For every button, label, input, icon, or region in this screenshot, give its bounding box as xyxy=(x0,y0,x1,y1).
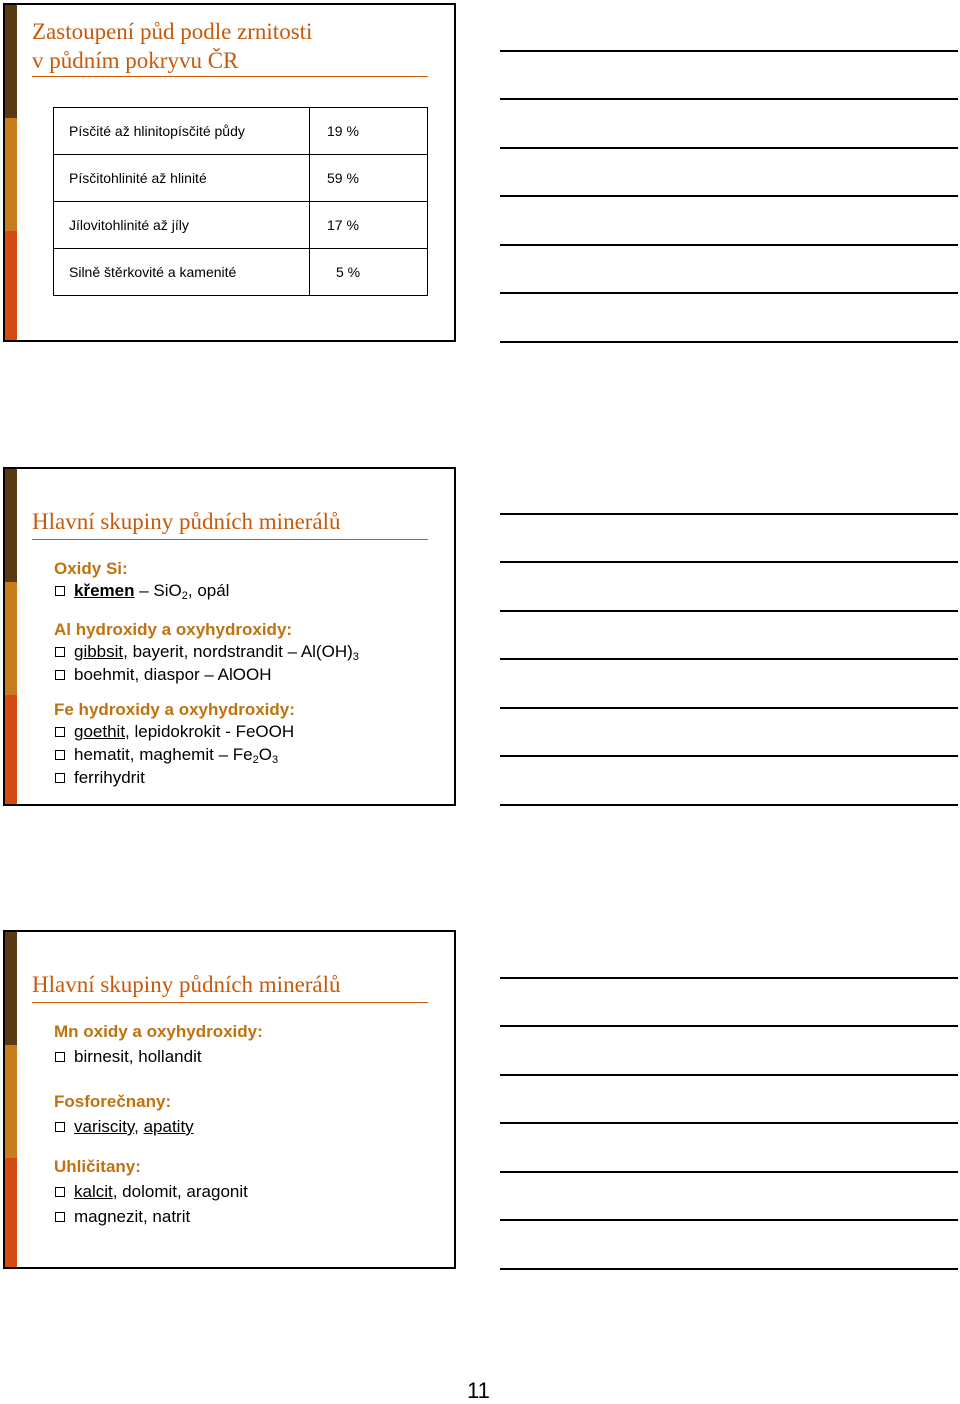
dash: – xyxy=(213,745,233,764)
section-heading: Fosforečnany: xyxy=(54,1092,172,1111)
square-bullet-icon xyxy=(55,586,65,596)
table-cell-label: Písčitohlinité až hlinité xyxy=(54,155,310,202)
title-underline xyxy=(32,1002,428,1003)
note-line xyxy=(500,1219,958,1221)
soil-texture-table xyxy=(53,107,428,296)
square-bullet-icon xyxy=(55,773,65,783)
square-bullet-icon xyxy=(55,1122,65,1132)
mineral-list xyxy=(54,1022,263,1228)
decorative-strip xyxy=(5,469,17,804)
strip-segment-orange xyxy=(5,1045,17,1158)
note-line xyxy=(500,1122,958,1124)
list-item-text xyxy=(74,1180,248,1203)
dash: – xyxy=(139,581,154,600)
strip-segment-red xyxy=(5,695,17,806)
note-line xyxy=(500,1025,958,1027)
table-cell-label: Silně štěrkovité a kamenité xyxy=(54,249,310,296)
mineral-name: gibbsit xyxy=(74,642,124,661)
strip-segment-red xyxy=(5,1158,17,1269)
table-cell-value: 17 % xyxy=(310,202,428,249)
list-item xyxy=(54,640,359,663)
mineral-name: hematit, maghemit xyxy=(74,745,214,764)
formula: O xyxy=(258,745,272,764)
formula: SiO xyxy=(153,581,182,600)
list-item xyxy=(54,743,359,766)
formula-subscript: 3 xyxy=(271,754,279,766)
list-item xyxy=(54,1115,263,1138)
section-heading: Oxidy Si: xyxy=(54,559,128,578)
mineral-name: goethit xyxy=(74,722,126,741)
note-line xyxy=(500,804,958,806)
square-bullet-icon xyxy=(55,1052,65,1062)
strip-segment-dark xyxy=(5,5,17,118)
square-bullet-icon xyxy=(55,1187,65,1197)
list-item-text xyxy=(74,1115,194,1138)
square-bullet-icon xyxy=(55,670,65,680)
slide-title: Hlavní skupiny půdních minerálů xyxy=(32,509,341,534)
mineral-name: boehmit, diaspor xyxy=(74,665,200,684)
table-cell-value: 59 % xyxy=(310,155,428,202)
decorative-strip xyxy=(5,932,17,1267)
list-item-rest: , dolomit, aragonit xyxy=(112,1182,248,1201)
note-line xyxy=(500,561,958,563)
list-item-text xyxy=(74,743,278,766)
slide-title xyxy=(32,17,428,75)
slide-2 xyxy=(3,467,456,806)
note-line xyxy=(500,292,958,294)
list-item xyxy=(54,663,359,686)
square-bullet-icon xyxy=(55,727,65,737)
note-line xyxy=(500,98,958,100)
list-item xyxy=(54,1205,263,1228)
list-item-rest: , lepidokrokit - FeOOH xyxy=(125,722,295,741)
list-item-text: magnezit, natrit xyxy=(74,1207,191,1226)
formula: Al(OH) xyxy=(300,642,353,661)
list-item xyxy=(54,720,359,743)
strip-segment-orange xyxy=(5,582,17,695)
slide-1 xyxy=(3,3,456,342)
mineral-name: křemen xyxy=(74,581,135,600)
formula-subscript: 3 xyxy=(352,651,359,663)
title-underline xyxy=(32,539,428,540)
table-cell-label: Písčité až hlinitopísčité půdy xyxy=(54,108,310,155)
page-number: 11 xyxy=(467,1378,490,1403)
table-row xyxy=(54,249,428,296)
list-item-rest: , opál xyxy=(187,581,230,600)
note-line xyxy=(500,341,958,343)
list-item xyxy=(54,1045,263,1068)
note-line xyxy=(500,147,958,149)
list-item-text xyxy=(74,579,229,602)
slide-3 xyxy=(3,930,456,1269)
list-item-text: birnesit, hollandit xyxy=(74,1047,202,1066)
note-line xyxy=(500,755,958,757)
section-heading: Uhličitany: xyxy=(54,1157,141,1176)
table-cell-value: 5 % xyxy=(310,249,428,296)
section-heading: Al hydroxidy a oxyhydroxidy: xyxy=(54,620,293,639)
table-cell-value: 19 % xyxy=(310,108,428,155)
dash: – xyxy=(199,665,218,684)
list-item-text xyxy=(74,640,359,663)
slide-title-line-1: Zastoupení půd podle zrnitosti xyxy=(32,19,313,44)
list-item xyxy=(54,766,359,789)
dash: – xyxy=(282,642,301,661)
table-row xyxy=(54,108,428,155)
note-line xyxy=(500,707,958,709)
title-underline xyxy=(32,76,428,77)
square-bullet-icon xyxy=(55,647,65,657)
mineral-name: apatity xyxy=(143,1117,194,1136)
separator: , xyxy=(134,1117,144,1136)
note-line xyxy=(500,50,958,52)
strip-segment-red xyxy=(5,231,17,342)
slide-title: Hlavní skupiny půdních minerálů xyxy=(32,972,341,997)
formula: AlOOH xyxy=(217,665,272,684)
note-line xyxy=(500,1268,958,1270)
note-line xyxy=(500,513,958,515)
strip-segment-dark xyxy=(5,932,17,1045)
table-cell-label: Jílovitohlinité až jíly xyxy=(54,202,310,249)
decorative-strip xyxy=(5,5,17,340)
list-item-text: ferrihydrit xyxy=(74,768,145,787)
note-line xyxy=(500,1074,958,1076)
note-line xyxy=(500,1171,958,1173)
mineral-name: variscity xyxy=(74,1117,135,1136)
mineral-name: kalcit xyxy=(74,1182,113,1201)
list-item-rest: , bayerit, nordstrandit xyxy=(123,642,283,661)
section-heading: Fe hydroxidy a oxyhydroxidy: xyxy=(54,700,295,719)
section-heading: Mn oxidy a oxyhydroxidy: xyxy=(54,1022,263,1041)
mineral-list xyxy=(54,559,359,789)
note-line xyxy=(500,195,958,197)
note-line xyxy=(500,610,958,612)
list-item-text xyxy=(74,663,272,686)
list-item-text xyxy=(74,720,294,743)
list-item xyxy=(54,579,359,602)
table-row xyxy=(54,155,428,202)
strip-segment-dark xyxy=(5,469,17,582)
note-line xyxy=(500,244,958,246)
list-item xyxy=(54,1180,263,1203)
note-line xyxy=(500,977,958,979)
square-bullet-icon xyxy=(55,750,65,760)
square-bullet-icon xyxy=(55,1212,65,1222)
note-line xyxy=(500,658,958,660)
formula: Fe xyxy=(232,745,253,764)
table-row xyxy=(54,202,428,249)
slide-title-line-2: v půdním pokryvu ČR xyxy=(32,48,239,73)
formula-subscript: 2 xyxy=(181,590,188,602)
strip-segment-orange xyxy=(5,118,17,231)
formula-subscript: 2 xyxy=(252,754,259,766)
